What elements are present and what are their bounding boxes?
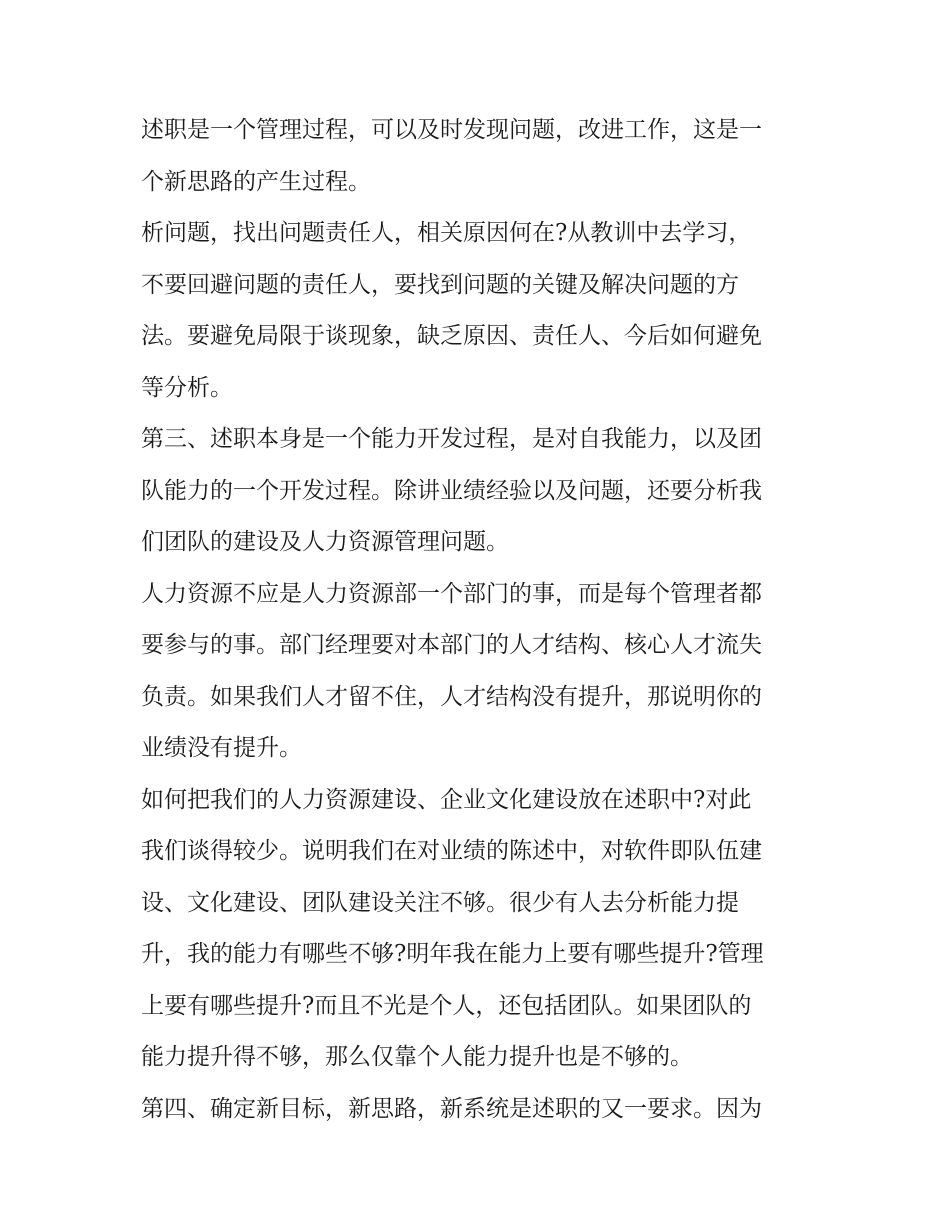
- text-line: 如何把我们的人力资源建设、企业文化建设放在述职中?对此: [141, 786, 752, 813]
- text-line: 队能力的一个开发过程。除讲业绩经验以及问题，还要分析我: [141, 477, 762, 504]
- text-line: 析问题，找出问题责任人，相关原因何在?从教训中去学习，: [141, 220, 752, 246]
- text-line: 个新思路的产生过程。: [141, 168, 371, 195]
- text-line: 人力资源不应是人力资源部一个部门的事，而是每个管理者都: [141, 580, 762, 607]
- text-line: 第三、述职本身是一个能力开发过程，是对自我能力，以及团: [141, 426, 762, 452]
- text-line: 能力提升得不够，那么仅靠个人能力提升也是不够的。: [141, 1044, 693, 1070]
- document-body-text: [141, 105, 821, 1135]
- text-line: 业绩没有提升。: [141, 735, 302, 761]
- text-line: 设、文化建设、团队建设关注不够。很少有人去分析能力提: [141, 889, 739, 916]
- text-line: 法。要避免局限于谈现象，缺乏原因、责任人、今后如何避免: [141, 323, 762, 349]
- text-line: 升，我的能力有哪些不够?明年我在能力上要有哪些提升?管理: [141, 941, 764, 967]
- text-line: 不要回避问题的责任人，要找到问题的关键及解决问题的方: [141, 271, 739, 298]
- text-line: 述职是一个管理过程，可以及时发现问题，改进工作，这是一: [141, 117, 762, 143]
- text-line: 等分析。: [141, 374, 233, 401]
- text-line: 们团队的建设及人力资源管理问题。: [141, 529, 509, 555]
- text-line: 负责。如果我们人才留不住，人才结构没有提升，那说明你的: [141, 683, 762, 710]
- text-line: 要参与的事。部门经理要对本部门的人才结构、核心人才流失: [141, 632, 762, 658]
- text-line: 我们谈得较少。说明我们在对业绩的陈述中，对软件即队伍建: [141, 838, 762, 864]
- text-line: 上要有哪些提升?而且不光是个人，还包括团队。如果团队的: [141, 992, 752, 1019]
- text-line: 第四、确定新目标，新思路，新系统是述职的又一要求。因为: [141, 1095, 762, 1122]
